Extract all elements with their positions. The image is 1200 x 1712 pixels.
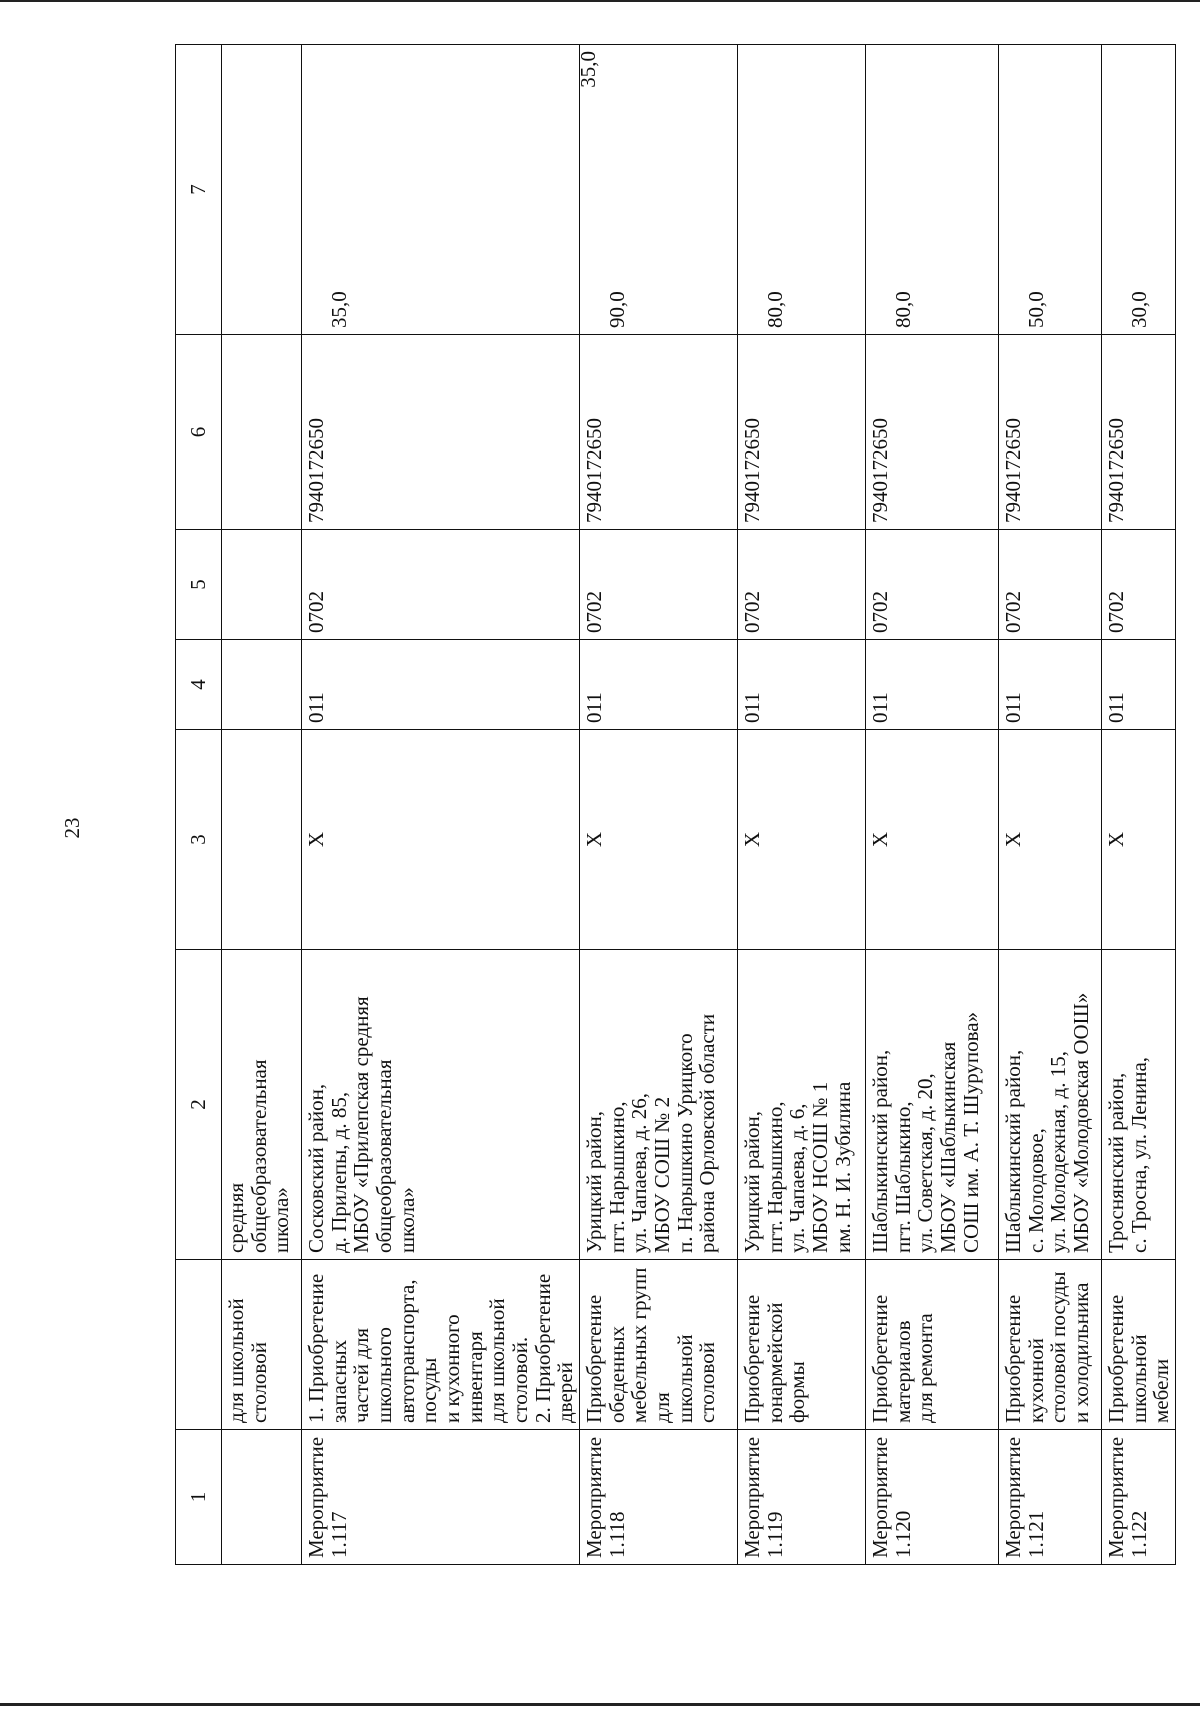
header-cell-5: 5	[176, 530, 222, 640]
amount-value: 30,0	[1126, 291, 1151, 328]
col5-cell: 0702	[302, 530, 580, 640]
header-cell-7: 7	[176, 45, 222, 335]
col3-cell: Х	[580, 730, 738, 950]
col5-cell: 0702	[866, 530, 999, 640]
amount-cell	[580, 45, 738, 335]
event-number-cell: Мероприятие 1.121	[999, 1430, 1102, 1565]
col6-cell: 7940172650	[738, 335, 866, 530]
col3-cell: Х	[302, 730, 580, 950]
location-cell: Шаблыкинский район, пгт. Шаблыкино, ул. Советская, д. 20, МБОУ «Шаблыкинская СОШ им. А. Т. Шурупова»	[866, 950, 999, 1260]
budget-table	[175, 44, 1176, 1565]
header-cell-4: 4	[176, 640, 222, 730]
event-number-cell: Мероприятие 1.120	[866, 1430, 999, 1565]
col6-cell: 7940172650	[866, 335, 999, 530]
col3-cell: Х	[738, 730, 866, 950]
col6-cell	[222, 335, 302, 530]
table-header-row	[176, 45, 222, 1565]
amount-cell	[302, 45, 601, 335]
location-cell: Сосковский район, д. Прилепы, д. 85, МБОУ «Прилепская средняя общеобразовательная школа»	[302, 950, 580, 1260]
col4-cell	[222, 640, 302, 730]
amount-value: 50,0	[1023, 291, 1048, 328]
header-cell-1: 1	[176, 1430, 222, 1565]
amount-value: 90,0	[604, 291, 629, 328]
amount-cell	[222, 45, 302, 335]
col6-cell: 7940172650	[302, 335, 580, 530]
col6-cell: 7940172650	[1102, 335, 1176, 530]
amount-cell	[738, 45, 866, 335]
amount-value: 80,0	[762, 291, 787, 328]
col5-cell: 0702	[1102, 530, 1176, 640]
col5-cell: 0702	[999, 530, 1102, 640]
event-number-cell: Мероприятие 1.119	[738, 1430, 866, 1565]
table-row	[580, 45, 738, 1565]
header-cell-2: 2	[176, 950, 222, 1260]
table-row	[222, 45, 302, 1565]
col6-cell: 7940172650	[580, 335, 738, 530]
col4-cell: 011	[580, 640, 738, 730]
amount-cell	[1102, 45, 1176, 335]
col3-cell	[222, 730, 302, 950]
event-description-cell: Приобретение материалов для ремонта	[866, 1260, 999, 1430]
col4-cell: 011	[302, 640, 580, 730]
col4-cell: 011	[999, 640, 1102, 730]
location-cell: Шаблыкинский район, с. Молодовое, ул. Молодежная, д. 15, МБОУ «Молодовская ООШ»	[999, 950, 1102, 1260]
col5-cell	[222, 530, 302, 640]
event-description-cell: Приобретение обеденных мебельных групп для школьной столовой	[580, 1260, 738, 1430]
event-number-cell: Мероприятие 1.118	[580, 1430, 738, 1565]
table-row	[1102, 45, 1176, 1565]
table-row	[866, 45, 999, 1565]
col4-cell: 011	[866, 640, 999, 730]
col6-cell: 7940172650	[999, 335, 1102, 530]
col5-cell: 0702	[738, 530, 866, 640]
event-description-cell: для школьной столовой	[222, 1260, 302, 1430]
event-description-cell: Приобретение кухонной столовой посуды и холодильника	[999, 1260, 1102, 1430]
scan-top-edge	[0, 0, 1200, 2]
amount-cell	[999, 45, 1102, 335]
col3-cell: Х	[1102, 730, 1176, 950]
col5-cell: 0702	[580, 530, 738, 640]
event-description-cell: 1. Приобретение запасных частей для школьного автотранспорта, посуды и кухонного инвентаря для школьной столовой. 2. Приобретение дверей	[302, 1260, 580, 1430]
amount-total: 35,0	[576, 51, 601, 88]
event-number-cell: Мероприятие 1.117	[302, 1430, 580, 1565]
col3-cell: Х	[866, 730, 999, 950]
header-cell-blank	[176, 1260, 222, 1430]
location-cell: средняя общеобразовательная школа»	[222, 950, 302, 1260]
location-cell: Урицкий район, пгт. Нарышкино, ул. Чапаева, д. 26, МБОУ СОШ № 2 п. Нарышкино Урицкого района Орловской области	[580, 950, 738, 1260]
amount-cell	[866, 45, 999, 335]
table-row	[999, 45, 1102, 1565]
event-description-cell: Приобретение юнармейской формы	[738, 1260, 866, 1430]
event-number-cell: Мероприятие 1.122	[1102, 1430, 1176, 1565]
location-cell: Троснянский район, с. Тросна, ул. Ленина,	[1102, 950, 1176, 1260]
event-number-cell	[222, 1430, 302, 1565]
rotated-table-wrapper	[175, 45, 1174, 1565]
location-cell: Урицкий район, пгт. Нарышкино, ул. Чапаева, д. 6, МБОУ НСОШ № 1 им. Н. И. Зубилина	[738, 950, 866, 1260]
col3-cell: Х	[999, 730, 1102, 950]
col4-cell: 011	[738, 640, 866, 730]
col4-cell: 011	[1102, 640, 1176, 730]
header-cell-6: 6	[176, 335, 222, 530]
page-number: 23	[59, 817, 84, 839]
table-row	[738, 45, 866, 1565]
amount-value: 80,0	[890, 291, 915, 328]
table-row	[302, 45, 580, 1565]
scan-bottom-edge	[0, 1703, 1200, 1706]
header-cell-3: 3	[176, 730, 222, 950]
amount-value: 35,0	[326, 291, 351, 328]
event-description-cell: Приобретение школьной мебели	[1102, 1260, 1176, 1430]
